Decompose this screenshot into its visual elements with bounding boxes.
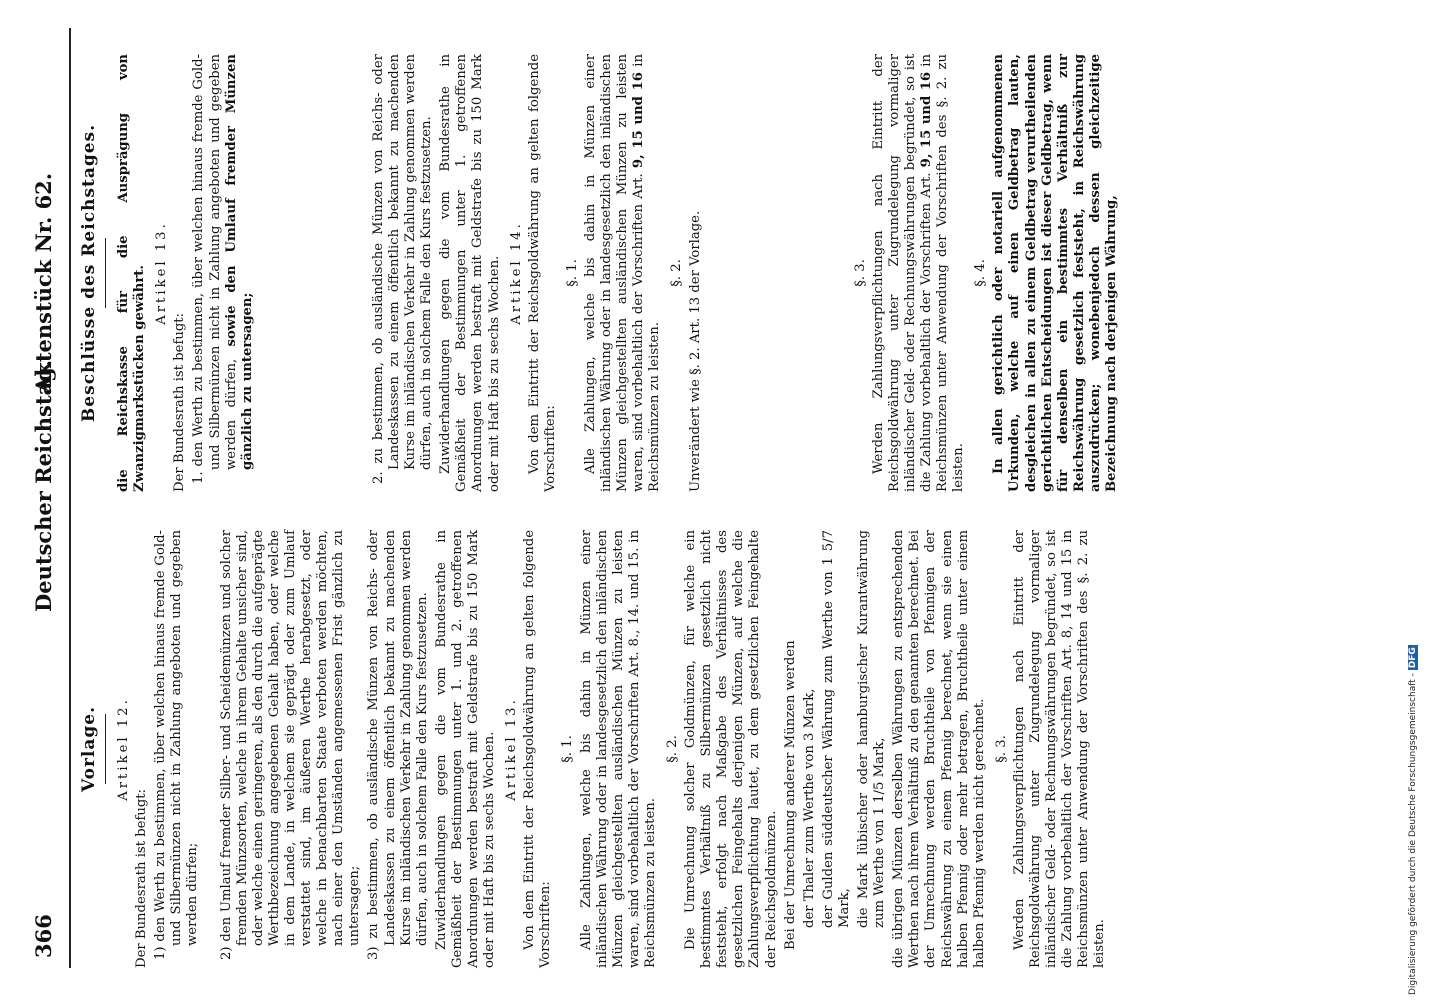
section-heading: §. 1. <box>560 735 576 763</box>
paragraph: der Thaler zum Werthe von 3 Mark, <box>801 688 817 928</box>
paragraph-text: Alle Zahlungen, welche bis dahin in Münzen einer inländischen Währung oder in landesgesetzlich den inländischen Münzen gleichgestellten ausländischen Münzen zu leisten waren, sind vorbehaltlich der Vorschriften Art. <box>582 54 647 492</box>
section-heading: §. 3. <box>993 735 1009 763</box>
title-rule <box>105 714 106 784</box>
paragraph <box>688 54 704 492</box>
paragraph: In allen gerichtlich oder notariell aufgenommenen Urkunden, welche auf einen Geldbetrag lauten, desgleichen in allen zu einem Geldbetrag verurtheilenden gerichtlichen Entscheidungen ist dieser Geldbetrag, wenn für denselben ein bestimmtes Verhältniß zur Reichswährung gesetzlich feststeht, in Reichswährung auszudrücken; wonebenjedoch dessen gleichzeitige Bezeichnung nach derjenigen Währung, <box>991 54 1120 492</box>
title-rule <box>105 238 106 308</box>
list-item: 1) den Werth zu bestimmen, über welchen hinaus fremde Gold- und Silbermünzen nicht in Zahlung angeboten und gegeben werden dürfen; <box>153 530 201 960</box>
paragraph: Der Bundesrath ist befugt: <box>172 313 188 492</box>
paragraph-text: Unverändert wie <box>687 379 703 492</box>
page-number: 366 <box>31 914 56 958</box>
paragraph: der Gulden süddeutscher Währung zum Werthe von 1 5/7 Mark, <box>820 530 852 928</box>
item-emphasis: sowie den Umlauf fremder Münzen gänzlich zu untersagen; <box>223 54 255 470</box>
paragraph-text: Werden Zahlungsverpflichtungen nach Eintritt der Reichsgoldwährung unter Zugrundelegung vormaliger inländischer Geld- oder Rechnungswährungen begründet, so ist die Zahlung vorbehaltlich der Vorschriften Art. <box>870 54 934 492</box>
article-heading: Artikel 12. <box>116 697 132 801</box>
paragraph: die Reichskasse für die Ausprägung von Zwanzigmarkstücken gewährt. <box>116 54 148 492</box>
header-document: Aktenstück Nr. 62. <box>31 172 56 393</box>
item-text: 1. den Werth zu bestimmen, über welchen hinaus fremde Gold- und Silbermünzen nicht in Zahlung angeboten und gegeben werden dürfen, <box>191 54 239 484</box>
paragraph: die Mark lübischer oder hamburgischer Kurantwährung zum Werthe von 1 1/5 Mark, <box>856 530 888 928</box>
article-heading: Artikel 13. <box>504 697 520 801</box>
paragraph: Von dem Eintritt der Reichsgoldwährung an gelten folgende Vorschriften: <box>526 54 558 492</box>
page-header <box>25 28 65 968</box>
list-item: 2. zu bestimmen, ob ausländische Münzen von Reichs- oder Landeskassen zu einem öffentlich bekannt zu machenden Kurse im inländischen Verkehr in Zahlung genommen werden dürfen, auch in solchem Falle den Kurs festzusetzen. <box>370 54 435 484</box>
paragraph: Die Umrechnung solcher Goldmünzen, für welche ein bestimmtes Verhältniß zu Silbermünzen gesetzlich nicht feststeht, erfolgt nach Maßgabe des Verhältnisses des gesetzlichen Feingehalts derjenigen Münzen, auf welche die Zahlungsverpflichtung lautet, zu dem gesetzlichen Feingehalte der Reichsgoldmünzen. <box>683 530 779 968</box>
header-rule <box>69 28 71 968</box>
paragraph-text: der Vorlage. <box>687 210 703 293</box>
paragraph: Von dem Eintritt der Reichsgoldwährung an gelten folgende Vorschriften: <box>522 530 554 968</box>
column-beschluesse <box>81 54 1123 492</box>
dfg-logo: DFG <box>1408 647 1418 669</box>
section-heading: §. 3. <box>852 259 868 287</box>
paragraph <box>871 54 968 492</box>
credit-text: Digitalisierung gefördert durch die Deutsche Forschungsgemeinschaft - <box>1408 673 1418 995</box>
paragraph: Werden Zahlungsverpflichtungen nach Eintritt der Reichsgoldwährung unter Zugrundelegung vormaliger inländischer Geld- oder Rechnungswährungen begründet, so ist die Zahlung vorbehaltlich der Vorschriften Art. 8, 14 und 15 in Reichsmünzen unter Anwendung der Vorschriften des §. 2. zu leisten. <box>1011 530 1108 968</box>
list-item: 2) den Umlauf fremder Silber- und Scheidemünzen und solcher fremden Münzsorten, welche in ihrem Gehalte unsicher sind, oder welche einen geringeren, als den durch die aufgeprägte Werthbezeichnung angegebenen Gehalt haben, oder welche in dem Lande, in welchem sie geprägt oder zum Umlauf verstattet sind, im äußeren Werthe herabgesetzt, oder welche in benachbarten Staate verboten werden möchten, nach einer den Umständen angemessenen Frist gänzlich zu untersagen; <box>218 530 363 960</box>
credit-text-wrap <box>1408 645 1418 995</box>
list-item: 3) zu bestimmen, ob ausländische Münzen von Reichs- oder Landeskassen zu einem öffentlich bekannt zu machenden Kurse im inländischen Verkehr in Zahlung genommen werden dürfen, auch in solchem Falle den Kurs festzusetzen. <box>366 530 430 960</box>
paragraph: Zuwiderhandlungen gegen die vom Bundesrathe in Gemäßheit der Bestimmungen unter 1. und 2. getroffenen Anordnungen werden bestraft mit Geldstrafe bis zu 150 Mark oder mit Haft bis zu sechs Wochen. <box>433 530 498 968</box>
paragraph-text: in Reichsmünzen unter Anwendung der Vorschriften des §. 2. zu leisten. <box>919 54 967 492</box>
paragraph: Alle Zahlungen, welche bis dahin in Münzen einer inländischen Währung oder in landesgesetzlich den inländischen Münzen gleichgestellten ausländischen Münzen zu leisten waren, sind vorbehaltlich der Vorschriften Art. 8., 14. und 15. in Reichsmünzen zu leisten. <box>578 530 658 968</box>
digitization-credit <box>1408 647 1422 995</box>
paragraph-emphasis: 9, 15 und 16 <box>919 71 934 168</box>
page-content <box>25 28 1215 968</box>
column-title: Beschlüsse des Reichstages. <box>79 123 99 423</box>
paragraph <box>583 54 663 492</box>
list-item <box>191 54 255 492</box>
section-heading: §. 4. <box>973 259 989 287</box>
article-heading: Artikel 13. <box>154 221 170 325</box>
section-heading: §. 2. <box>665 735 680 763</box>
section-heading: §. 1. <box>564 259 580 287</box>
column-title: Vorlage. <box>79 705 99 793</box>
paragraph-emphasis: §. 2. Art. 13 <box>687 296 703 375</box>
header-title: Deutscher Reichstag. <box>31 359 56 612</box>
paragraph: Der Bundesrath ist befugt: <box>134 789 150 968</box>
paragraph-emphasis: 9, 15 und 16 <box>631 72 647 169</box>
paragraph-text: in Reichsmünzen zu leisten. <box>631 54 663 492</box>
paragraph: Zuwiderhandlungen gegen die vom Bundesrathe in Gemäßheit der Bestimmungen unter 1. getroffenen Anordnungen werden bestraft mit Geldstrafe bis zu 150 Mark oder mit Haft bis zu sechs Wochen. <box>438 54 502 492</box>
section-heading: §. 2. <box>669 259 685 287</box>
paragraph: Bei der Umrechnung anderer Münzen werden <box>782 640 798 950</box>
paragraph: die übrigen Münzen derselben Währungen zu entsprechenden Werthen nach ihrem Verhältniß zu den genannten berechnet. Bei der Umrechnung werden Bruchtheile von Pfennigen der Reichswährung zu einem Pfennig berechnet, wenn sie einen halben Pfennig oder mehr betragen, Bruchtheile unter einem halben Pfennig werden nicht gerechnet. <box>891 530 987 968</box>
article-heading: Artikel 14. <box>508 221 524 325</box>
column-vorlage <box>81 530 1111 968</box>
